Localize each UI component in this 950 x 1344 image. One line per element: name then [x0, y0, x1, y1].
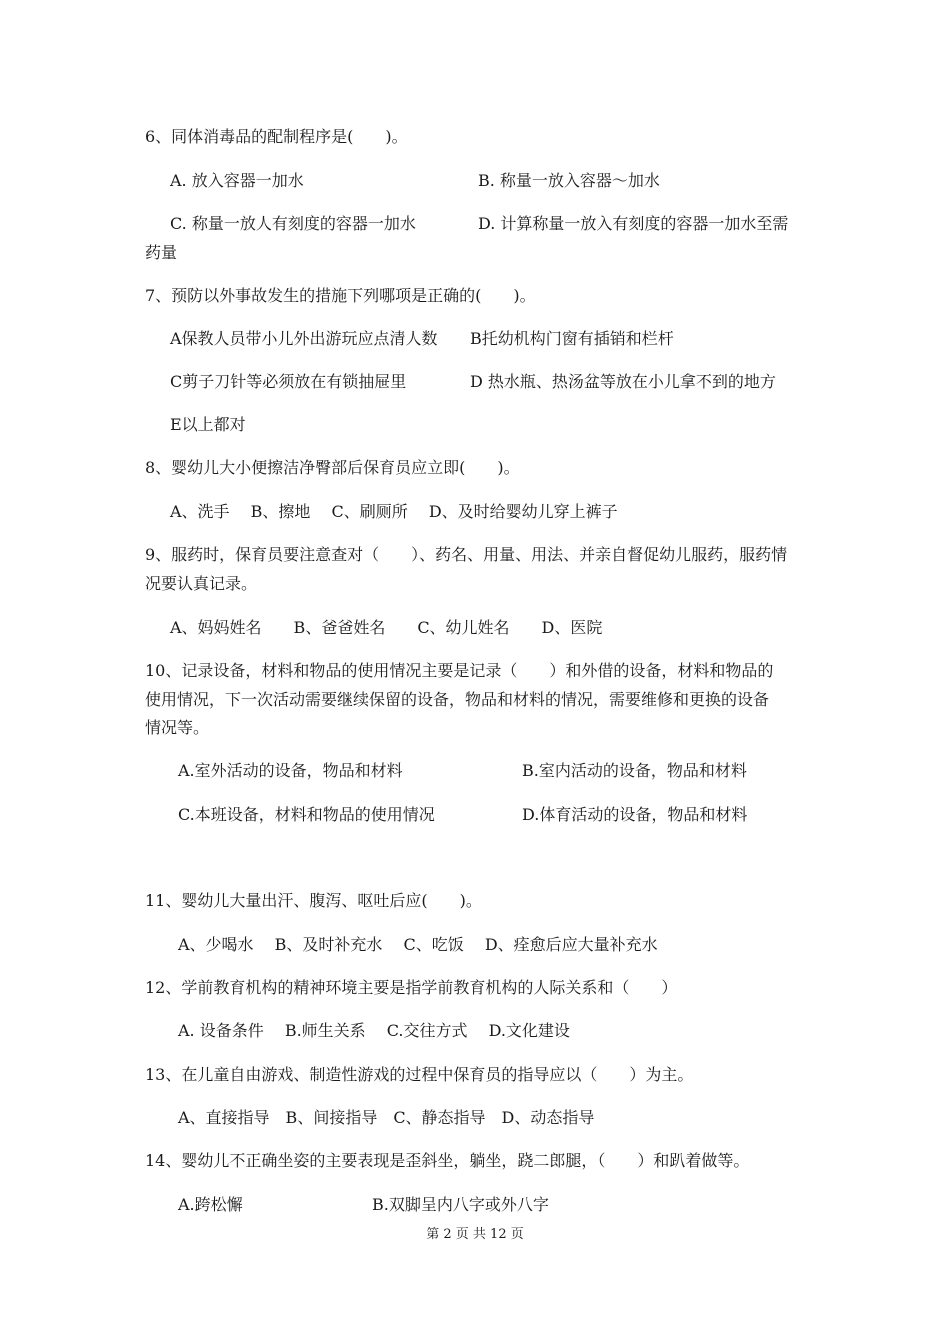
q9-stem-line-1: 9、服药时，保育员要注意查对（ ）、药名、用量、用法、并亲自督促幼儿服药，服药情 — [145, 545, 788, 564]
q6-option-a: A. 放入容器一加水 — [170, 171, 304, 190]
q12-stem: 12、学前教育机构的精神环境主要是指学前教育机构的人际关系和（ ） — [145, 978, 678, 997]
q10-stem-line-1: 10、记录设备，材料和物品的使用情况主要是记录（ ）和外借的设备，材料和物品的 — [145, 661, 774, 680]
q10-stem-line-2: 使用情况，下一次活动需要继续保留的设备，物品和材料的情况，需要维修和更换的设备 — [145, 690, 770, 709]
q7-option-c: C剪子刀针等必须放在有锁抽屉里 — [170, 372, 407, 391]
q11-stem: 11、婴幼儿大量出汗、腹泻、呕吐后应( )。 — [145, 891, 482, 910]
q10-option-c: C.本班设备，材料和物品的使用情况 — [178, 805, 435, 824]
q8-options: A、洗手 B、擦地 C、刷厕所 D、及时给婴幼儿穿上裤子 — [170, 502, 618, 521]
q13-options: A、直接指导 B、间接指导 C、静态指导 D、动态指导 — [178, 1108, 595, 1127]
q10-option-d: D.体育活动的设备，物品和材料 — [522, 805, 748, 824]
q14-stem: 14、婴幼儿不正确坐姿的主要表现是歪斜坐，躺坐，跷二郎腿，（ ）和趴着做等。 — [145, 1151, 750, 1170]
q6-option-b: B. 称量一放入容器～加水 — [478, 171, 660, 190]
q11-options: A、少喝水 B、及时补充水 C、吃饭 D、痊愈后应大量补充水 — [178, 935, 658, 954]
q6-option-c: C. 称量一放人有刻度的容器一加水 — [170, 214, 416, 233]
q14-option-a: A.跨松懈 — [178, 1195, 243, 1214]
q7-option-b: B托幼机构门窗有插销和栏杆 — [470, 329, 674, 348]
q14-option-b: B.双脚呈内八字或外八字 — [372, 1195, 549, 1214]
q12-options: A. 设备条件 B.师生关系 C.交往方式 D.文化建设 — [178, 1021, 570, 1040]
q6-option-d: D. 计算称量一放入有刻度的容器一加水至需 — [478, 214, 789, 233]
q9-options: A、妈妈姓名 B、爸爸姓名 C、幼儿姓名 D、医院 — [170, 618, 603, 637]
q7-option-e: E以上都对 — [170, 415, 246, 434]
q13-stem: 13、在儿童自由游戏、制造性游戏的过程中保育员的指导应以（ ）为主。 — [145, 1065, 694, 1084]
q10-option-a: A.室外活动的设备，物品和材料 — [178, 761, 403, 780]
q9-stem-line-2: 况要认真记录。 — [145, 574, 258, 593]
q10-stem-line-3: 情况等。 — [145, 718, 210, 737]
q7-stem: 7、预防以外事故发生的措施下列哪项是正确的( )。 — [145, 286, 536, 305]
q8-stem: 8、婴幼儿大小便擦洁净臀部后保育员应立即( )。 — [145, 458, 520, 477]
q7-option-a: A保教人员带小儿外出游玩应点清人数 — [170, 329, 438, 348]
q10-option-b: B.室内活动的设备，物品和材料 — [522, 761, 747, 780]
page-number-footer: 第 2 页 共 12 页 — [426, 1227, 524, 1242]
q6-option-d-continued: 药量 — [145, 243, 178, 262]
q7-option-d: D 热水瓶、热汤盆等放在小儿拿不到的地方 — [470, 372, 776, 391]
q6-stem: 6、同体消毒品的配制程序是( )。 — [145, 127, 408, 146]
